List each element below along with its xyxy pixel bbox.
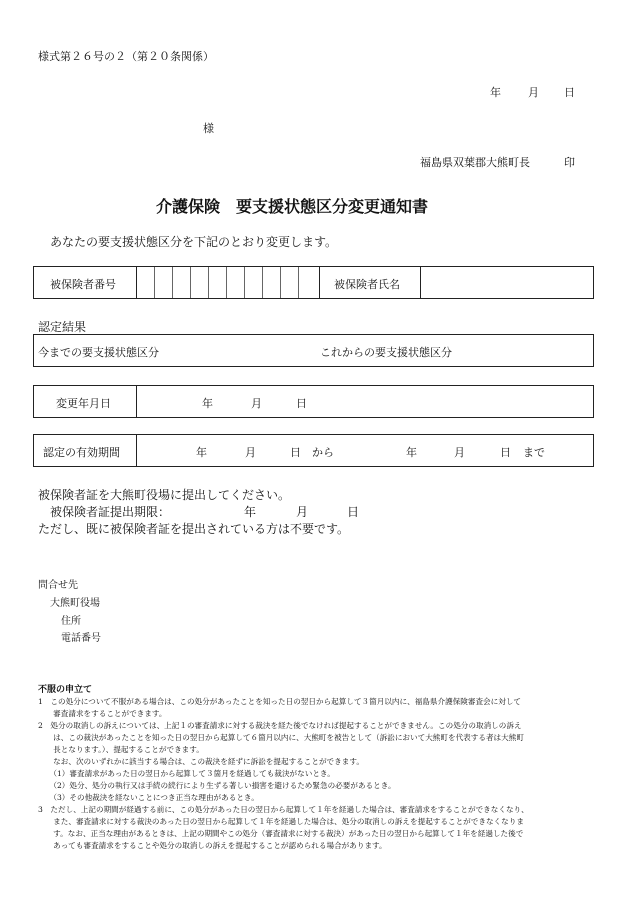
- objection-line: 長となります。）、提起することができます。: [38, 745, 204, 754]
- divider: [319, 267, 320, 298]
- issue-date-day: 日: [564, 86, 575, 99]
- objection-line: （3）その他裁決を経ないことにつき正当な理由があるとき。: [38, 793, 259, 802]
- contact-heading: 問合せ先: [38, 580, 78, 591]
- after-status-label: これからの要支援状態区分: [320, 346, 452, 359]
- change-date-month: 月: [251, 397, 262, 410]
- result-box: [33, 334, 594, 367]
- page-title: 介護保険 要支援状態区分変更通知書: [156, 197, 429, 216]
- validity-to-year: 年: [406, 446, 417, 459]
- objection-line: す。なお、正当な理由があるときは、上記の期間やこの処分（審査請求に対する裁決）があった日の翌日から起算して１年を経過した後で: [38, 829, 524, 838]
- insured-box: [33, 266, 594, 299]
- objection-line: あっても審査請求をすることや処分の取消しの訴えを提起することが認められる場合があります。: [38, 841, 387, 850]
- insured-name-field[interactable]: [421, 267, 593, 298]
- objection-line: 1 この処分について不服がある場合は、この処分があったことを知った日の翌日から起算して３箇月以内に、福島県介護保険審査会に対して: [38, 697, 522, 706]
- validity-to-word: まで: [523, 446, 545, 459]
- change-date-box: [33, 385, 594, 418]
- insured-number-cells[interactable]: [136, 267, 319, 298]
- issue-date-month: 月: [528, 86, 539, 99]
- validity-box: [33, 434, 594, 467]
- submit-line-1: 被保険者証を大熊町役場に提出してください。: [38, 488, 291, 502]
- contact-address-label: 住所: [61, 616, 81, 627]
- objection-line: なお、次のいずれかに該当する場合は、この裁決を経ずに訴訟を提起することができます。: [38, 757, 364, 766]
- contact-phone-label: 電話番号: [61, 633, 101, 644]
- objection-line: 2 処分の取消しの訴えについては、上記１の審査請求に対する裁決を経た後でなければ提起することができません。この処分の取消しの訴え: [38, 721, 522, 730]
- validity-from-month: 月: [245, 446, 256, 459]
- insured-number-label: 被保険者番号: [50, 278, 116, 291]
- change-date-day: 日: [296, 397, 307, 410]
- form-number: 様式第２６号の２（第２０条関係）: [38, 50, 214, 63]
- objection-line: 3 ただし、上記の期間が経過する前に、この処分があった日の翌日から起算して１年を経過した場合は、審査請求をすることができなくなり、: [38, 805, 529, 814]
- issuer-seal: 印: [564, 156, 575, 169]
- recipient-suffix: 様: [203, 122, 214, 135]
- intro-text: あなたの要支援状態区分を下記のとおり変更します。: [50, 235, 338, 249]
- change-date-label: 変更年月日: [56, 397, 111, 410]
- objection-line: 審査請求をすることができます。: [38, 709, 167, 718]
- validity-from-day: 日: [290, 446, 301, 459]
- contact-office: 大熊町役場: [50, 598, 100, 609]
- divider: [136, 386, 137, 417]
- submit-deadline-month: 月: [296, 505, 309, 519]
- result-heading: 認定結果: [38, 320, 87, 334]
- objection-line: （2）処分、処分の執行又は手続の続行により生ずる著しい損害を避けるため緊急の必要があるとき。: [38, 781, 396, 790]
- submit-deadline-year: 年: [244, 505, 257, 519]
- before-status-label: 今までの要支援状態区分: [38, 346, 159, 359]
- submit-deadline-label: 被保険者証提出期限：: [50, 505, 171, 519]
- objection-line: は、この裁決があったことを知った日の翌日から起算して６箇月以内に、大熊町を被告として（訴訟において大熊町を代表する者は大熊町: [38, 733, 524, 742]
- validity-from-year: 年: [196, 446, 207, 459]
- validity-to-month: 月: [454, 446, 465, 459]
- objection-line: また、審査請求に対する裁決のあった日の翌日から起算して１年を経過した場合は、処分の取消しの訴えを提起することができなくなりま: [38, 817, 524, 826]
- validity-to-day: 日: [500, 446, 511, 459]
- issue-date-year: 年: [490, 86, 501, 99]
- objection-heading: 不服の申立て: [38, 685, 93, 695]
- divider: [136, 435, 137, 466]
- submit-deadline-day: 日: [347, 505, 360, 519]
- objection-line: （1）審査請求があった日の翌日から起算して３箇月を経過しても裁決がないとき。: [38, 769, 335, 778]
- validity-from-word: から: [312, 446, 334, 459]
- submit-line-3: ただし、既に被保険者証を提出されている方は不要です。: [38, 522, 350, 536]
- issuer-name: 福島県双葉郡大熊町長: [420, 156, 530, 169]
- insured-name-label: 被保険者氏名: [334, 278, 400, 291]
- validity-label: 認定の有効期間: [43, 446, 120, 459]
- change-date-year: 年: [202, 397, 213, 410]
